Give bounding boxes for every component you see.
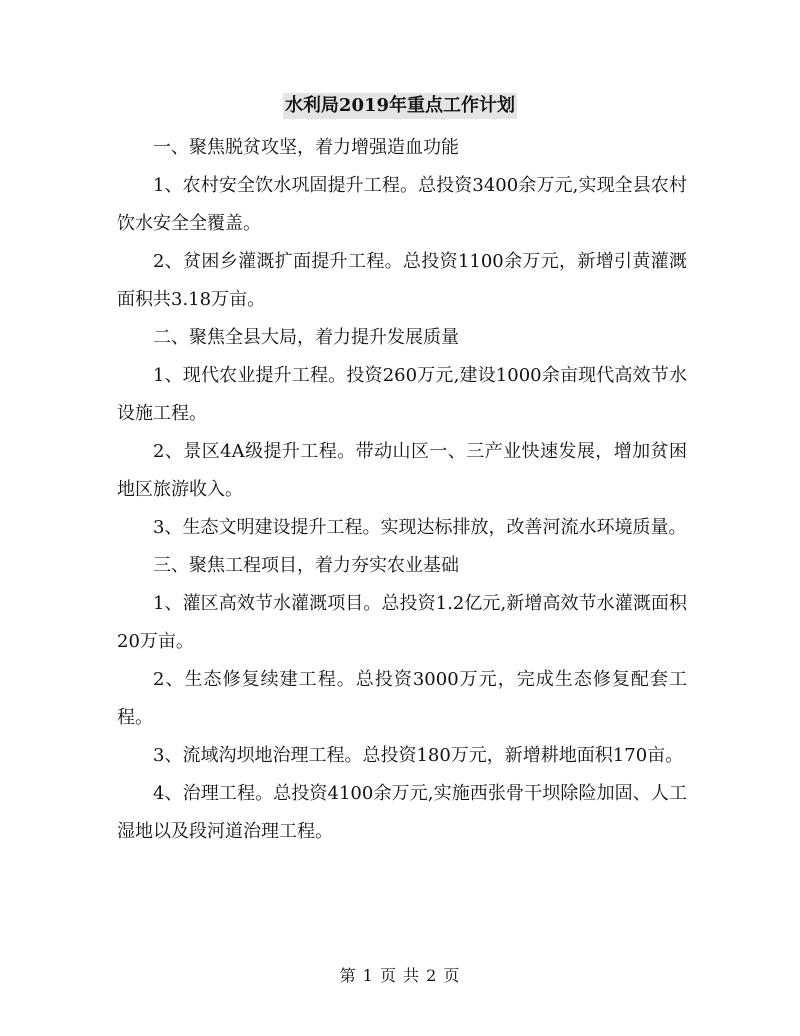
page-footer: 第 1 页 共 2 页 — [339, 966, 461, 985]
section-heading-1: 一、聚焦脱贫攻坚，着力增强造血功能 — [153, 137, 459, 158]
paragraph: 3、流域沟坝地治理工程。总投资180万元，新增耕地面积170亩。 — [153, 745, 684, 766]
paragraph: 4、治理工程。总投资4100余万元,实施西张骨干坝除险加固、人工湿地以及段河道治理工程。 — [117, 783, 687, 842]
section-heading-3: 三、聚焦工程项目，着力夯实农业基础 — [153, 555, 459, 576]
document-title: 水利局2019年重点工作计划 — [283, 93, 517, 119]
paragraph: 2、景区4A级提升工程。带动山区一、三产业快速发展，增加贫困地区旅游收入。 — [117, 441, 687, 500]
section-heading-2: 二、聚焦全县大局，着力提升发展质量 — [153, 327, 459, 348]
title-wrap — [0, 93, 800, 119]
paragraph: 1、农村安全饮水巩固提升工程。总投资3400余万元,实现全县农村饮水安全全覆盖。 — [117, 175, 687, 234]
paragraph: 2、生态修复续建工程。总投资3000万元，完成生态修复配套工程。 — [117, 669, 687, 728]
document-body — [117, 129, 687, 851]
paragraph: 3、生态文明建设提升工程。实现达标排放，改善河流水环境质量。 — [153, 517, 687, 538]
paragraph: 1、现代农业提升工程。投资260万元,建设1000余亩现代高效节水设施工程。 — [117, 365, 687, 424]
paragraph: 1、灌区高效节水灌溉项目。总投资1.2亿元,新增高效节水灌溉面积20万亩。 — [117, 593, 687, 652]
paragraph: 2、贫困乡灌溉扩面提升工程。总投资1100余万元，新增引黄灌溉面积共3.18万亩。 — [117, 251, 687, 310]
